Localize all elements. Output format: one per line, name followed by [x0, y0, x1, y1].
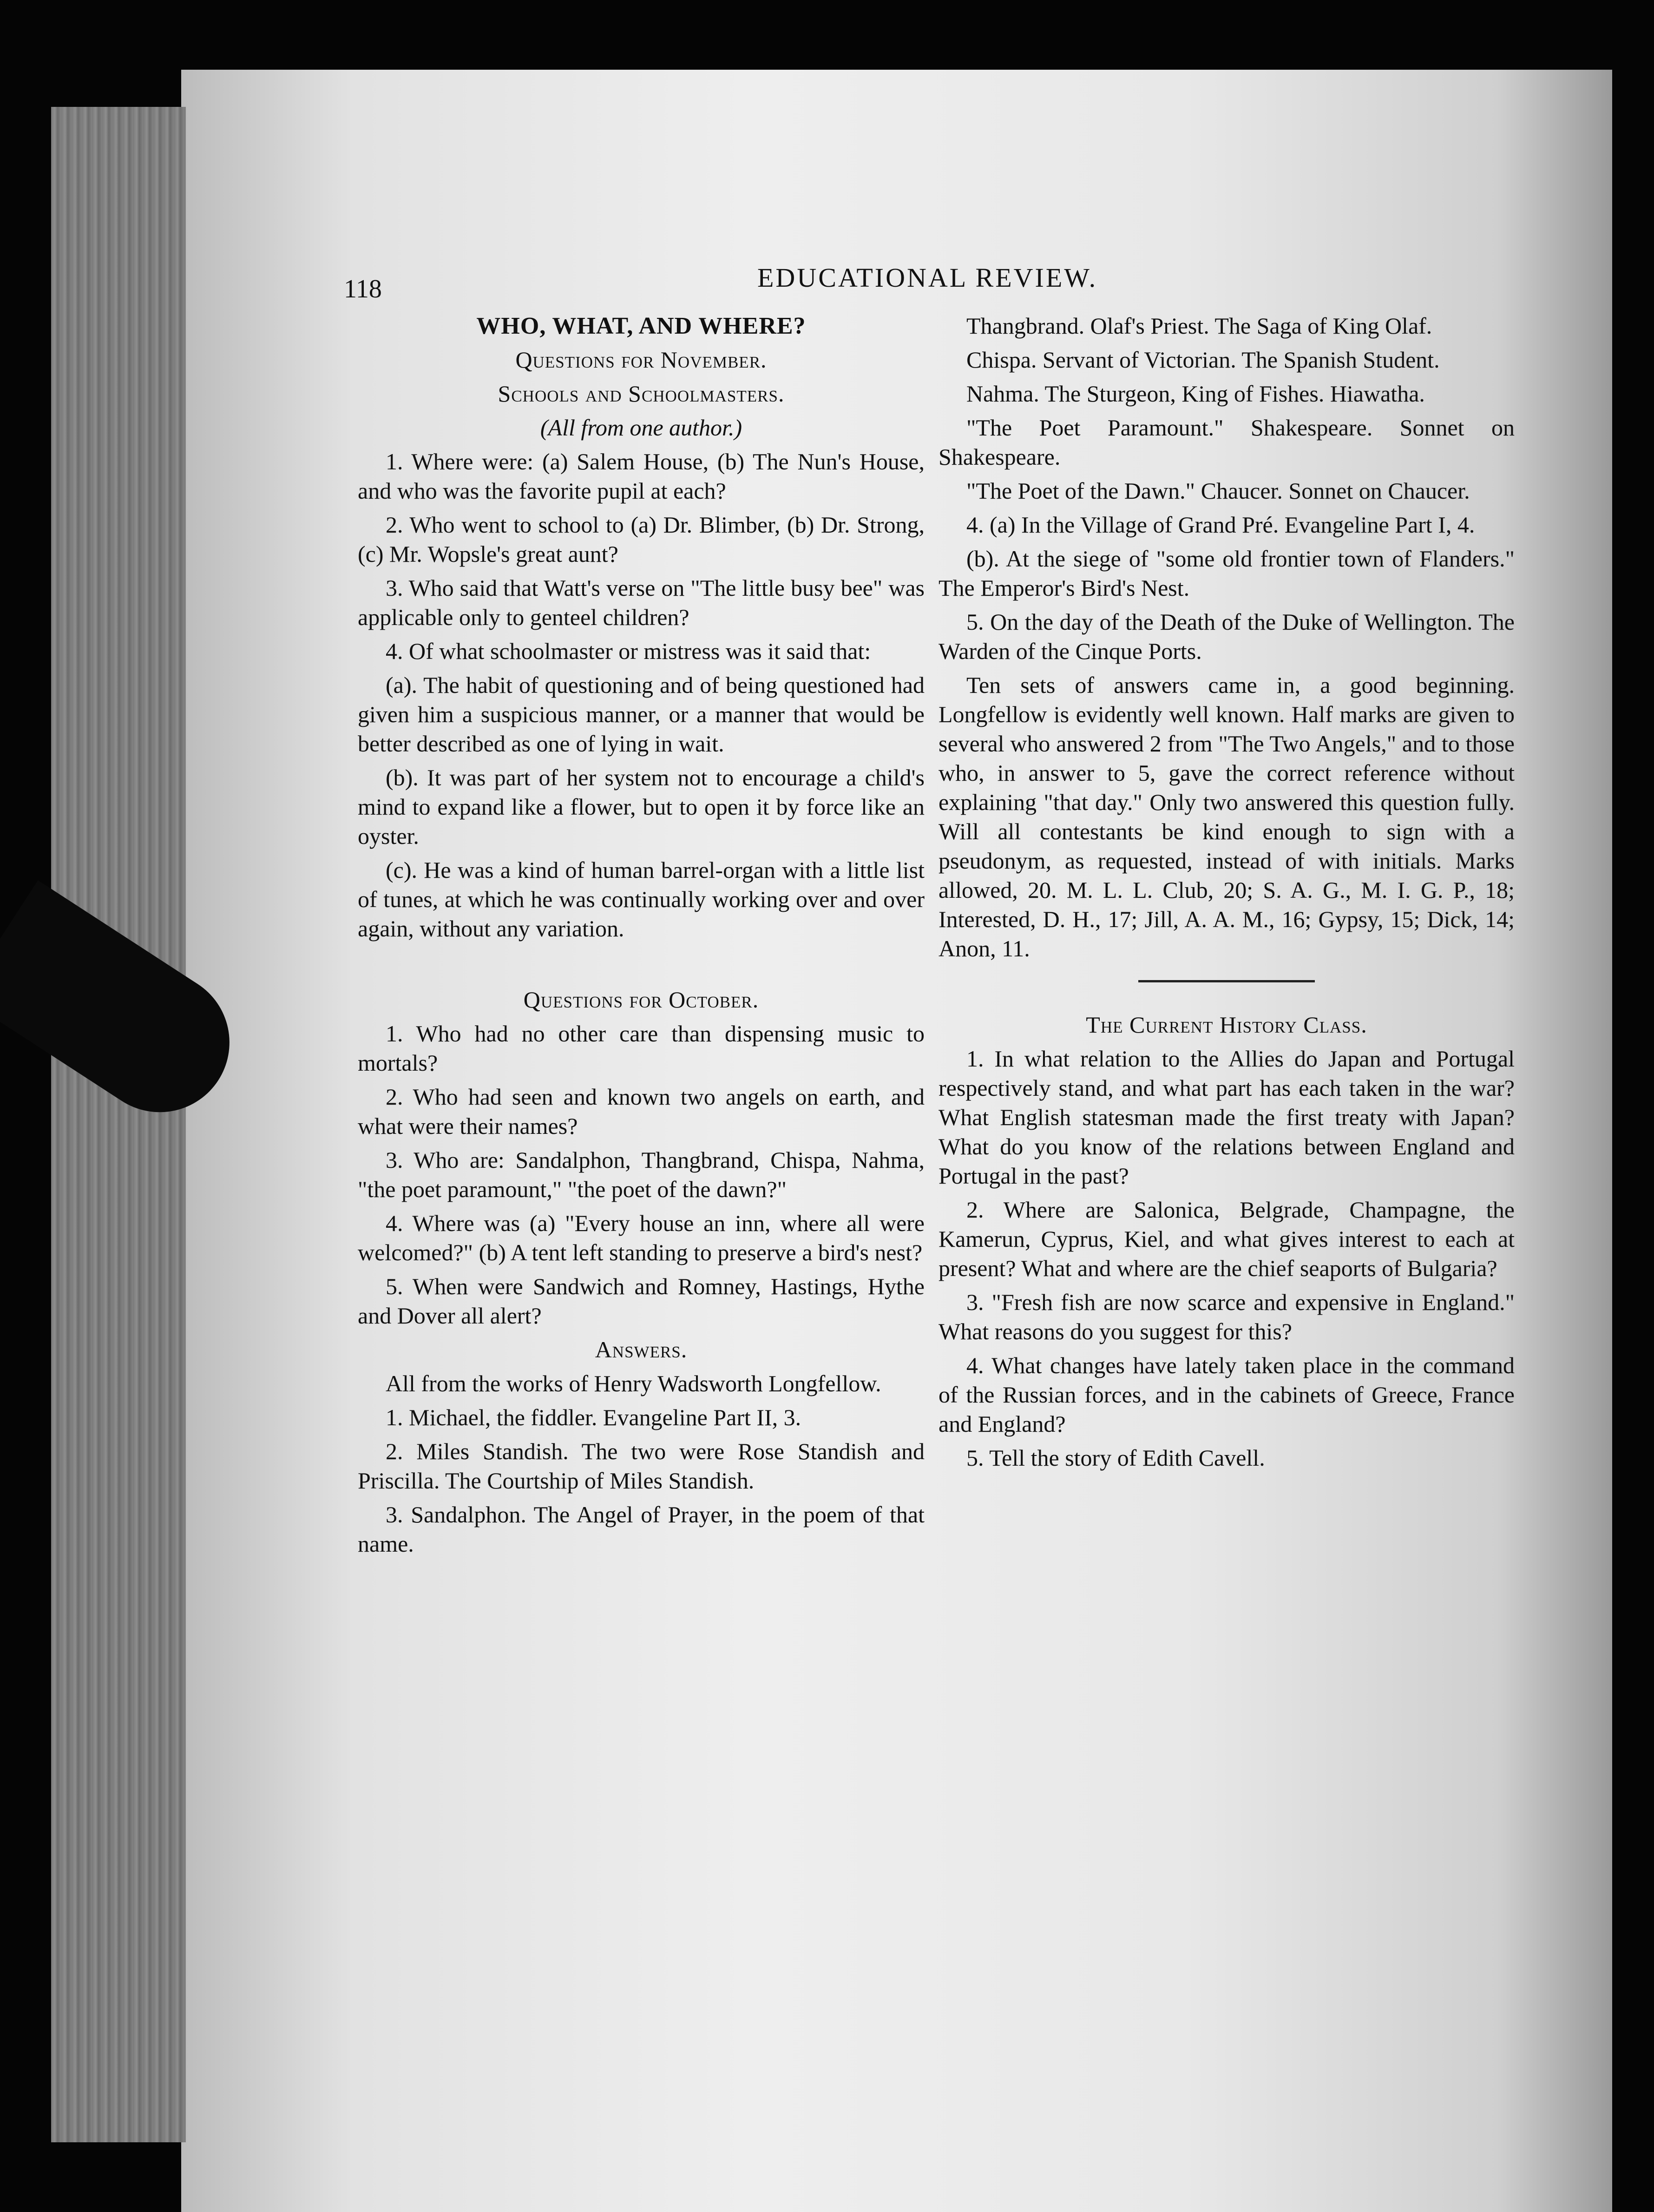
history-question-4: 4. What changes have lately taken place in the command of the Russian forces, and in the cabinets of Greece, France and England?: [939, 1352, 1515, 1437]
answer-5: 5. On the day of the Death of the Duke of Wellington. The Warden of the Cinque Ports.: [939, 609, 1515, 664]
history-question-5: 5. Tell the story of Edith Cavell.: [966, 1445, 1265, 1471]
october-question-3: 3. Who are: Sandalphon, Thangbrand, Chispa, Nahma, "the poet paramount," "the poet of the dawn?": [358, 1147, 925, 1202]
results-paragraph: Ten sets of answers came in, a good beginning. Longfellow is evidently well known. Half marks are given to several who answered 2 from "The Two Angels," and to those who, in answer to 5, gave the correct reference without explaining "that day." Only two answered this question fully. Will all contestants be kind enough to sign with a pseudonym, as requested, instead of with initials. Marks allowed, 20. M. L. L. Club, 20; S. A. G., M. I. G. P., 18; Interested, D. H., 17; Jill, A. A. M., 16; Gypsy, 15; Dick, 14; Anon, 11.: [939, 672, 1515, 961]
answer-4a: 4. (a) In the Village of Grand Pré. Evangeline Part I, 4.: [966, 512, 1475, 538]
answer-chispa: Chispa. Servant of Victorian. The Spanish Student.: [966, 347, 1440, 373]
answer-3: 3. Sandalphon. The Angel of Prayer, in the poem of that name.: [358, 1501, 925, 1557]
question-4c: (c). He was a kind of human barrel-organ with a little list of tunes, at which he was continually working over and over again, without any variation.: [358, 857, 925, 941]
history-question-2: 2. Where are Salonica, Belgrade, Champagne, the Kamerun, Cyprus, Kiel, and what gives interest to each at present? What and where are the chief seaports of Bulgaria?: [939, 1197, 1515, 1281]
history-question-1: 1. In what relation to the Allies do Japan and Portugal respectively stand, and what part has each taken in the war? What English statesman made the first treaty with Japan? What do you know of the relations between England and Portugal in the past?: [939, 1046, 1515, 1189]
october-question-5: 5. When were Sandwich and Romney, Hastings, Hythe and Dover all alert?: [358, 1273, 925, 1329]
answer-4b: (b). At the siege of "some old frontier town of Flanders." The Emperor's Bird's Nest.: [939, 546, 1515, 601]
answers-intro: All from the works of Henry Wadsworth Longfellow.: [386, 1370, 881, 1396]
page-number: 118: [344, 275, 382, 303]
answer-thangbrand: Thangbrand. Olaf's Priest. The Saga of King Olaf.: [966, 313, 1432, 339]
question-4a: (a). The habit of questioning and of being questioned had given him a suspicious manner, or a manner that would be better described as one of lying in wait.: [358, 672, 925, 757]
spacer: [358, 948, 925, 985]
section-divider: [1138, 980, 1315, 982]
answer-poet-dawn: "The Poet of the Dawn." Chaucer. Sonnet on Chaucer.: [966, 478, 1470, 504]
left-column: [358, 311, 925, 1563]
october-question-2: 2. Who had seen and known two angels on earth, and what were their names?: [358, 1084, 925, 1139]
author-note: (All from one author.): [540, 415, 742, 441]
question-4b: (b). It was part of her system not to encourage a child's mind to expand like a flower, but to open it by force like an oyster.: [358, 764, 925, 849]
running-title: EDUCATIONAL REVIEW.: [757, 263, 1098, 293]
answer-1: 1. Michael, the fiddler. Evangeline Part II, 3.: [386, 1404, 801, 1430]
book-page-edges: [51, 107, 186, 2142]
history-question-3: 3. "Fresh fish are now scarce and expensive in England." What reasons do you suggest for this?: [939, 1289, 1515, 1344]
question-1: 1. Where were: (a) Salem House, (b) The Nun's House, and who was the favorite pupil at each?: [358, 448, 925, 504]
question-3: 3. Who said that Watt's verse on "The little busy bee" was applicable only to genteel children?: [358, 575, 925, 630]
article-title: WHO, WHAT, AND WHERE?: [476, 313, 806, 339]
running-head: [344, 256, 1654, 303]
history-heading: The Current History Class.: [1086, 1012, 1367, 1038]
october-heading: Questions for October.: [523, 987, 759, 1013]
answer-2: 2. Miles Standish. The two were Rose Standish and Priscilla. The Courtship of Miles Standish.: [358, 1438, 925, 1494]
november-heading: Questions for November.: [515, 347, 767, 373]
answer-nahma: Nahma. The Sturgeon, King of Fishes. Hiawatha.: [966, 381, 1425, 407]
question-4: 4. Of what schoolmaster or mistress was it said that:: [386, 638, 871, 664]
section-heading: Schools and Schoolmasters.: [498, 381, 785, 407]
answer-poet-paramount: "The Poet Paramount." Shakespeare. Sonnet on Shakespeare.: [939, 415, 1515, 470]
right-column: [939, 311, 1515, 1477]
question-2: 2. Who went to school to (a) Dr. Blimber, (b) Dr. Strong, (c) Mr. Wopsle's great aunt?: [358, 512, 925, 567]
october-question-1: 1. Who had no other care than dispensing music to mortals?: [358, 1020, 925, 1076]
answers-heading: Answers.: [595, 1336, 688, 1363]
october-question-4: 4. Where was (a) "Every house an inn, where all were welcomed?" (b) A tent left standing to preserve a bird's nest?: [358, 1210, 925, 1265]
